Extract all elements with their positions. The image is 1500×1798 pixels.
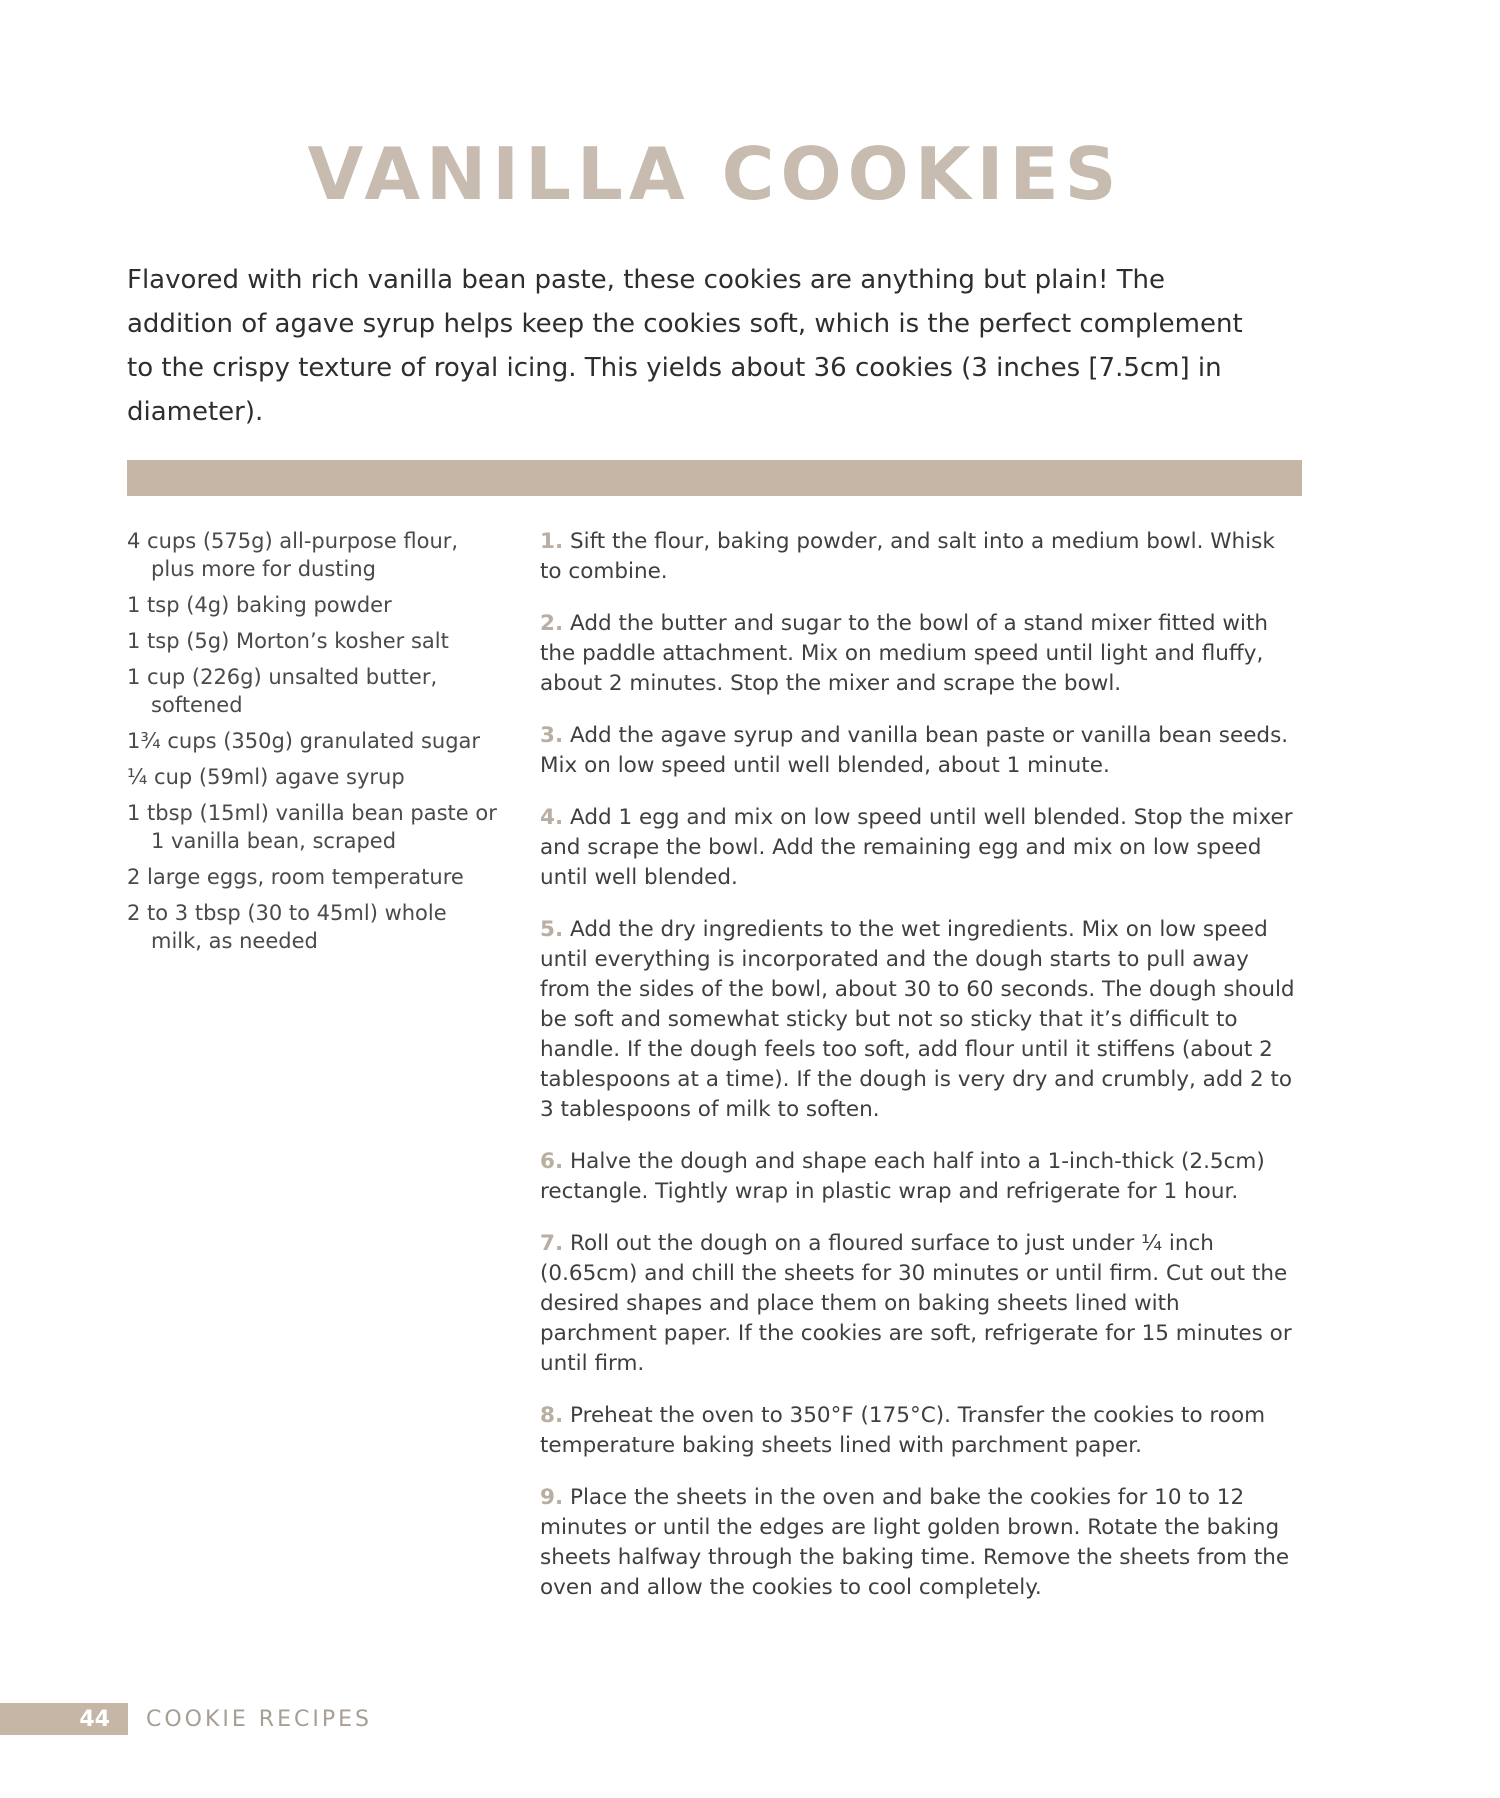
step-item (540, 609, 1300, 699)
ingredient-item: 1 tsp (4g) baking powder (127, 593, 392, 617)
step-number: 4. (540, 805, 564, 830)
step-number: 2. (540, 611, 564, 636)
steps-list (540, 527, 1300, 1625)
divider-band (127, 460, 1302, 496)
step-text: Add the agave syrup and vanilla bean paste or vanilla bean seeds. Mix on low speed until well blended, about 1 minute. (540, 723, 1289, 778)
ingredient-item: 1 tsp (5g) Morton’s kosher salt (127, 629, 449, 653)
step-item (540, 1401, 1300, 1461)
step-number: 9. (540, 1485, 564, 1510)
ingredient-item: 2 to 3 tbsp (30 to 45ml) whole milk, as needed (127, 901, 447, 953)
step-text: Add 1 egg and mix on low speed until well blended. Stop the mixer and scrape the bowl. Add the remaining egg and mix on low speed until well blended. (540, 805, 1293, 890)
step-item (540, 1147, 1300, 1207)
page-title: VANILLA COOKIES (307, 132, 1123, 216)
ingredients-list (127, 527, 497, 963)
step-item (540, 721, 1300, 781)
step-item (540, 527, 1300, 587)
step-number: 7. (540, 1231, 564, 1256)
step-item (540, 1483, 1300, 1603)
step-number: 1. (540, 529, 564, 554)
step-text: Preheat the oven to 350°F (175°C). Transfer the cookies to room temperature baking sheets lined with parchment paper. (540, 1403, 1266, 1458)
step-item (540, 1229, 1300, 1379)
step-text: Sift the flour, baking powder, and salt into a medium bowl. Whisk to combine. (540, 529, 1275, 584)
page-footer (0, 1703, 372, 1735)
step-text: Roll out the dough on a floured surface to just under ¼ inch (0.65cm) and chill the sheets for 30 minutes or until firm. Cut out the desired shapes and place them on baking sheets lined with parchment paper. If the cookies are soft, refrigerate for 15 minutes or until firm. (540, 1231, 1292, 1376)
step-text: Add the dry ingredients to the wet ingredients. Mix on low speed until everything is incorporated and the dough starts to pull away from the sides of the bowl, about 30 to 60 seconds. The dough should be soft and somewhat sticky but not so sticky that it’s difficult to handle. If the dough feels too soft, add flour until it stiffens (about 2 tablespoons at a time). If the dough is very dry and crumbly, add 2 to 3 tablespoons of milk to soften. (540, 917, 1295, 1122)
step-number: 8. (540, 1403, 564, 1428)
ingredient-item: 1 cup (226g) unsalted butter, softened (127, 665, 438, 717)
ingredient-item: 1 tbsp (15ml) vanilla bean paste or 1 vanilla bean, scraped (127, 801, 497, 853)
section-label: COOKIE RECIPES (146, 1706, 372, 1732)
step-number: 6. (540, 1149, 564, 1174)
step-number: 5. (540, 917, 564, 942)
ingredient-item: 1¾ cups (350g) granulated sugar (127, 729, 481, 753)
recipe-intro: Flavored with rich vanilla bean paste, these cookies are anything but plain! The addition of agave syrup helps keep the cookies soft, which is the perfect complement to the crispy texture of royal icing. This yields about 36 cookies (3 inches [7.5cm] in diameter). (127, 265, 1243, 427)
step-item (540, 915, 1300, 1125)
step-text: Place the sheets in the oven and bake the cookies for 10 to 12 minutes or until the edges are light golden brown. Rotate the baking sheets halfway through the baking time. Remove the sheets from the oven and allow the cookies to cool completely. (540, 1485, 1290, 1600)
ingredient-item: 2 large eggs, room temperature (127, 865, 464, 889)
ingredient-item: 4 cups (575g) all-purpose flour, plus more for dusting (127, 529, 459, 581)
step-text: Add the butter and sugar to the bowl of a stand mixer fitted with the paddle attachment. Mix on medium speed until light and fluffy, about 2 minutes. Stop the mixer and scrape the bowl. (540, 611, 1269, 696)
ingredient-item: ¼ cup (59ml) agave syrup (127, 765, 405, 789)
step-number: 3. (540, 723, 564, 748)
page-number: 44 (0, 1703, 128, 1735)
step-text: Halve the dough and shape each half into a 1-inch-thick (2.5cm) rectangle. Tightly wrap in plastic wrap and refrigerate for 1 hour. (540, 1149, 1265, 1204)
step-item (540, 803, 1300, 893)
